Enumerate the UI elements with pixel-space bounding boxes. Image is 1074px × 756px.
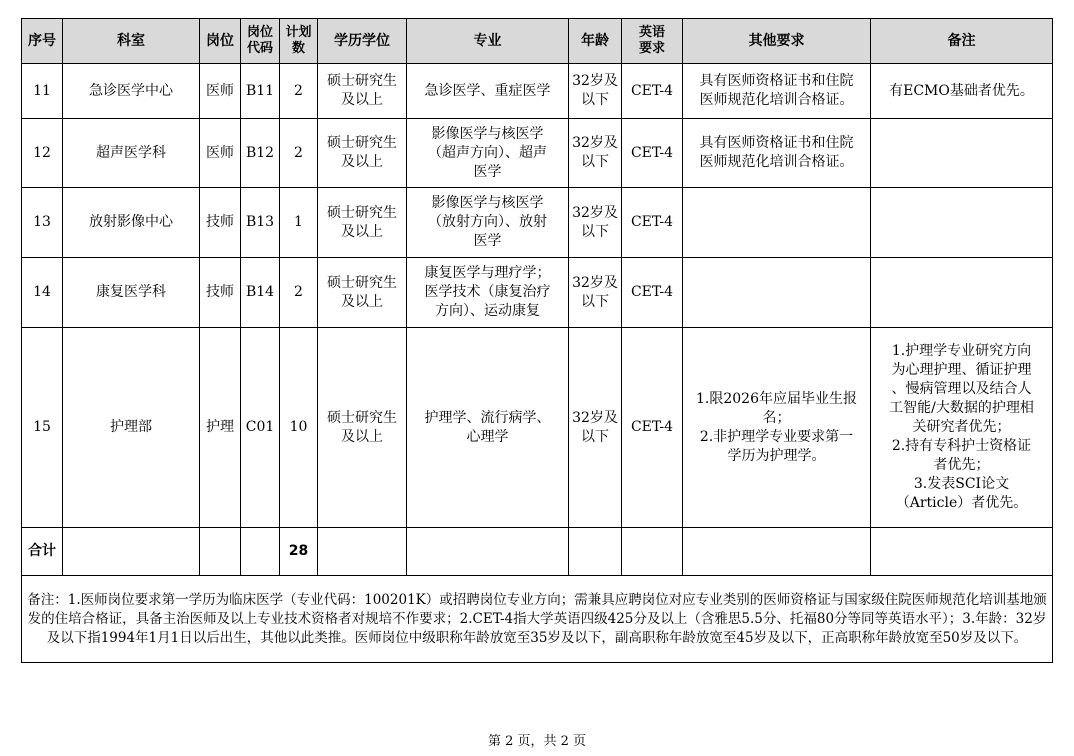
cell-age: 32岁及 以下 <box>569 258 622 328</box>
total-row <box>22 528 1053 576</box>
cell-post: 技师 <box>200 258 241 328</box>
cell-age: 32岁及 以下 <box>569 328 622 528</box>
cell-post: 技师 <box>200 188 241 258</box>
cell-empty <box>318 528 407 576</box>
cell-major: 影像医学与核医学 （超声方向）、超声 医学 <box>407 119 569 188</box>
note-text: 备注：1.医师岗位要求第一学历为临床医学（专业代码：100201K）或招聘岗位专业方向；需兼具应聘岗位对应专业类别的医师资格证与国家级住院医师规范化培训基地颁发的住培合格证，具备主治医师及以上专业技术资格者对规培不作要求；2.CET-4指大学英语四级425分及以上（含雅思5.5分、托福80分等同等英语水平）；3.年龄：32岁及以下指1994年1月1日以后出生，其他以此类推。医师岗位中级职称年龄放宽至35岁及以下，副高职称年龄放宽至45岁及以下，正高职称年龄放宽至50岁及以下。 <box>22 576 1053 663</box>
cell-post: 医师 <box>200 64 241 119</box>
cell-edu: 硕士研究生 及以上 <box>318 258 407 328</box>
cell-remark: 有ECMO基础者优先。 <box>871 64 1053 119</box>
cell-edu: 硕士研究生 及以上 <box>318 188 407 258</box>
header-code: 岗位 代码 <box>241 19 280 64</box>
cell-dept: 放射影像中心 <box>63 188 200 258</box>
cell-post: 护理 <box>200 328 241 528</box>
header-major: 专业 <box>407 19 569 64</box>
cell-code: C01 <box>241 328 280 528</box>
header-plan: 计划 数 <box>280 19 318 64</box>
cell-empty <box>683 528 871 576</box>
header-remark: 备注 <box>871 19 1053 64</box>
table-row <box>22 64 1053 119</box>
cell-dept: 康复医学科 <box>63 258 200 328</box>
recruitment-table <box>21 18 1053 663</box>
header-age: 年龄 <box>569 19 622 64</box>
table-row <box>22 119 1053 188</box>
cell-empty <box>241 528 280 576</box>
cell-major: 影像医学与核医学 （放射方向）、放射 医学 <box>407 188 569 258</box>
cell-seq: 14 <box>22 258 63 328</box>
cell-empty <box>871 528 1053 576</box>
cell-remark <box>871 119 1053 188</box>
cell-major: 康复医学与理疗学； 医学技术（康复治疗 方向）、运动康复 <box>407 258 569 328</box>
note-row <box>22 576 1053 663</box>
total-plan: 28 <box>280 528 318 576</box>
cell-other: 具有医师资格证书和住院 医师规范化培训合格证。 <box>683 119 871 188</box>
cell-eng: CET-4 <box>622 64 683 119</box>
cell-major: 急诊医学、重症医学 <box>407 64 569 119</box>
cell-empty <box>407 528 569 576</box>
cell-dept: 急诊医学中心 <box>63 64 200 119</box>
cell-remark <box>871 258 1053 328</box>
page-number: 第 2 页，共 2 页 <box>487 734 587 749</box>
header-eng: 英语 要求 <box>622 19 683 64</box>
cell-plan: 2 <box>280 258 318 328</box>
cell-eng: CET-4 <box>622 258 683 328</box>
header-other: 其他要求 <box>683 19 871 64</box>
cell-major: 护理学、流行病学、 心理学 <box>407 328 569 528</box>
cell-remark <box>871 188 1053 258</box>
header-dept: 科室 <box>63 19 200 64</box>
table-row <box>22 328 1053 528</box>
header-row <box>22 19 1053 64</box>
cell-plan: 1 <box>280 188 318 258</box>
cell-code: B11 <box>241 64 280 119</box>
cell-seq: 15 <box>22 328 63 528</box>
cell-post: 医师 <box>200 119 241 188</box>
header-post: 岗位 <box>200 19 241 64</box>
total-label: 合计 <box>22 528 63 576</box>
cell-code: B12 <box>241 119 280 188</box>
cell-age: 32岁及 以下 <box>569 188 622 258</box>
cell-dept: 超声医学科 <box>63 119 200 188</box>
header-seq: 序号 <box>22 19 63 64</box>
cell-age: 32岁及 以下 <box>569 119 622 188</box>
cell-code: B14 <box>241 258 280 328</box>
cell-plan: 2 <box>280 64 318 119</box>
cell-edu: 硕士研究生 及以上 <box>318 64 407 119</box>
table-row <box>22 258 1053 328</box>
cell-seq: 11 <box>22 64 63 119</box>
cell-eng: CET-4 <box>622 119 683 188</box>
cell-plan: 10 <box>280 328 318 528</box>
table-row <box>22 188 1053 258</box>
cell-other <box>683 188 871 258</box>
cell-other <box>683 258 871 328</box>
cell-other: 1.限2026年应届毕业生报 名； 2.非护理学专业要求第一 学历为护理学。 <box>683 328 871 528</box>
cell-code: B13 <box>241 188 280 258</box>
cell-plan: 2 <box>280 119 318 188</box>
cell-seq: 12 <box>22 119 63 188</box>
cell-edu: 硕士研究生 及以上 <box>318 328 407 528</box>
cell-empty <box>63 528 200 576</box>
cell-age: 32岁及 以下 <box>569 64 622 119</box>
header-edu: 学历学位 <box>318 19 407 64</box>
cell-dept: 护理部 <box>63 328 200 528</box>
cell-empty <box>200 528 241 576</box>
cell-empty <box>622 528 683 576</box>
cell-eng: CET-4 <box>622 188 683 258</box>
cell-other: 具有医师资格证书和住院 医师规范化培训合格证。 <box>683 64 871 119</box>
cell-empty <box>569 528 622 576</box>
cell-edu: 硕士研究生 及以上 <box>318 119 407 188</box>
cell-seq: 13 <box>22 188 63 258</box>
cell-remark: 1.护理学专业研究方向 为心理护理、循证护理 、慢病管理以及结合人 工智能/大数据的护理相 关研究者优先； 2.持有专科护士资格证 者优先； 3.发表SCI论文 （Article）者优先。 <box>871 328 1053 528</box>
cell-eng: CET-4 <box>622 328 683 528</box>
